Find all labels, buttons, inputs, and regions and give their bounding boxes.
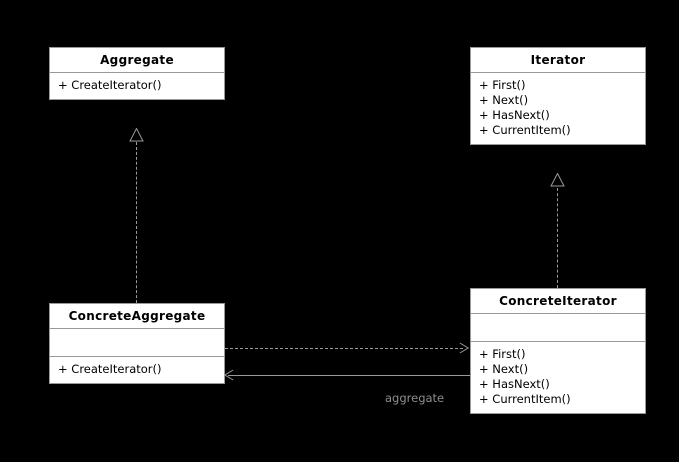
class-members-concrete-aggregate xyxy=(50,357,224,383)
class-box-concrete-iterator[interactable] xyxy=(470,288,646,414)
class-title-aggregate: Aggregate xyxy=(50,48,224,73)
realization-line-aggregate xyxy=(136,142,137,303)
edge-label-aggregate: aggregate xyxy=(385,391,445,405)
class-attributes-concrete-aggregate xyxy=(50,329,224,357)
class-attributes-concrete-iterator xyxy=(471,314,645,342)
member-hasnext: + HasNext() xyxy=(479,108,550,122)
member-currentitem: + CurrentItem() xyxy=(479,392,571,406)
member-hasnext: + HasNext() xyxy=(479,377,550,391)
realization-line-iterator xyxy=(557,188,558,288)
member-create-iterator: + CreateIterator() xyxy=(58,362,162,376)
member-next: + Next() xyxy=(479,93,529,107)
open-arrow-association xyxy=(224,369,234,381)
class-title-concrete-aggregate: ConcreteAggregate xyxy=(50,304,224,329)
association-line-aggregate xyxy=(228,375,470,376)
class-title-iterator: Iterator xyxy=(471,48,645,73)
member-create-iterator: + CreateIterator() xyxy=(58,78,162,92)
member-first: + First() xyxy=(479,78,526,92)
class-members-aggregate xyxy=(50,73,224,99)
class-box-iterator[interactable] xyxy=(470,47,646,145)
dependency-line-creates xyxy=(225,348,463,349)
open-arrow-creates xyxy=(459,342,469,354)
class-box-aggregate[interactable] xyxy=(49,47,225,100)
member-next: + Next() xyxy=(479,362,529,376)
member-currentitem: + CurrentItem() xyxy=(479,123,571,137)
member-first: + First() xyxy=(479,347,526,361)
class-members-concrete-iterator xyxy=(471,342,645,413)
class-title-concrete-iterator: ConcreteIterator xyxy=(471,289,645,314)
class-box-concrete-aggregate[interactable] xyxy=(49,303,225,384)
hollow-triangle-iterator xyxy=(550,173,565,188)
hollow-triangle-aggregate xyxy=(129,128,144,143)
class-members-iterator xyxy=(471,73,645,144)
